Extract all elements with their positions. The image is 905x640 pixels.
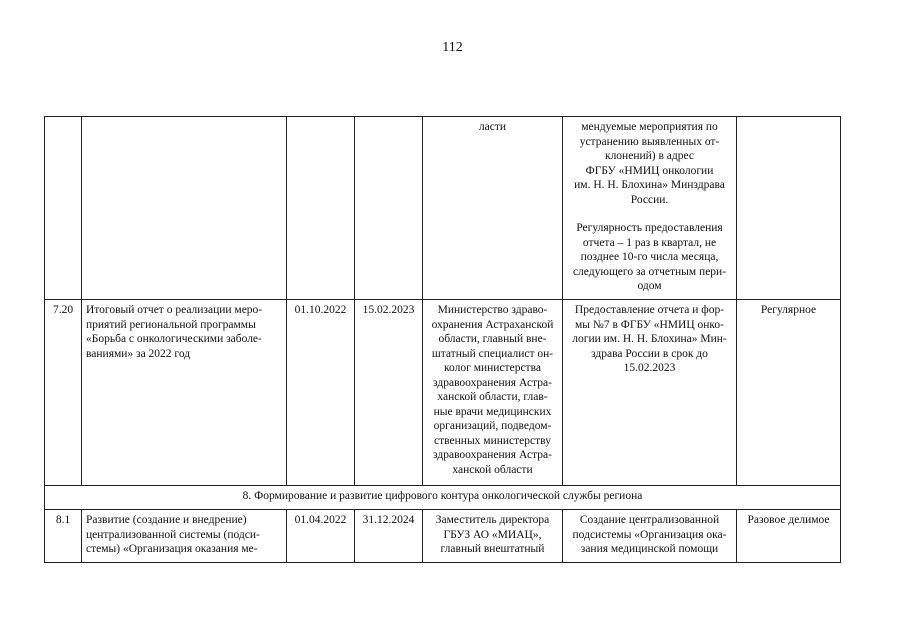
result-line: зания медицинской помощи	[580, 543, 719, 555]
cell-name	[82, 117, 287, 300]
executor-line: области, главный вне-	[438, 333, 547, 345]
cell-num: 8.1	[45, 510, 82, 563]
cell-executor	[423, 510, 563, 563]
name-line: стемы) «Организация оказания ме-	[86, 543, 258, 555]
executor-line: Заместитель директора	[435, 514, 550, 526]
table-row-7-20	[45, 300, 841, 486]
cell-type	[737, 117, 841, 300]
regularity-line: Регулярность предоставления	[576, 222, 723, 234]
executor-line: организаций, подведом-	[433, 420, 552, 432]
result-line: 15.02.2023	[623, 362, 676, 374]
name-line: централизованной системы (подси-	[86, 528, 260, 541]
cell-executor	[423, 117, 563, 300]
table-row-8-1	[45, 510, 841, 563]
result-line: им. Н. Н. Блохина» Минздрава	[574, 179, 725, 191]
activities-table	[44, 116, 841, 563]
name-line: приятий региональной программы	[86, 318, 256, 331]
result-line: Создание централизованной	[579, 514, 720, 526]
cell-end-date: 15.02.2023	[355, 300, 423, 486]
executor-line: охранения Астраханской	[431, 318, 554, 331]
result-line: мы №7 в ФГБУ «НМИЦ онко-	[575, 318, 724, 331]
executor-line: ГБУЗ АО «МИАЦ»,	[443, 528, 542, 541]
name-line: Итоговый отчет о реализации меро-	[86, 304, 263, 316]
name-line: ваниями» за 2022 год	[86, 347, 191, 360]
executor-line: здравоохранения Астра-	[433, 376, 552, 389]
section-header-row	[45, 486, 841, 510]
executor-line: Министерство здраво-	[437, 304, 548, 316]
cell-start-date: 01.04.2022	[287, 510, 355, 563]
cell-result	[563, 117, 737, 300]
regularity-line: одом	[637, 280, 662, 292]
result-line: Предоставление отчета и фор-	[574, 304, 725, 316]
result-line: России.	[630, 193, 669, 206]
table-row-continuation	[45, 117, 841, 300]
page-number: 112	[442, 40, 463, 55]
result-line: логии им. Н. Н. Блохина» Мин-	[572, 333, 727, 345]
executor-line: ханской области	[452, 463, 533, 476]
cell-result	[563, 510, 737, 563]
cell-end	[355, 117, 423, 300]
executor-line: ные врачи медицинских	[433, 405, 552, 418]
executor-text: ласти	[478, 121, 507, 133]
result-line: устранению выявленных от-	[579, 135, 720, 148]
result-line: клонений) в адрес	[604, 150, 694, 162]
result-line: ФГБУ «НМИЦ онкологии	[585, 164, 714, 177]
regularity-line: следующего за отчетным пери-	[572, 265, 727, 278]
cell-num: 7.20	[45, 300, 82, 486]
executor-line: ственных министерству	[434, 434, 551, 447]
section-title: 8. Формирование и развитие цифрового контура онкологической службы региона	[45, 486, 841, 510]
name-line: «Борьба с онкологическими заболе-	[86, 333, 262, 345]
cell-name	[82, 510, 287, 563]
cell-start	[287, 117, 355, 300]
executor-line: здравоохранения Астра-	[433, 449, 552, 461]
executor-line: колог министерства	[444, 362, 541, 374]
name-line: Развитие (создание и внедрение)	[86, 514, 247, 526]
cell-num	[45, 117, 82, 300]
cell-start-date: 01.10.2022	[287, 300, 355, 486]
cell-end-date: 31.12.2024	[355, 510, 423, 563]
cell-executor	[423, 300, 563, 486]
regularity-line: позднее 10-го числа месяца,	[580, 251, 719, 263]
executor-line: главный внештатный	[440, 543, 545, 555]
result-line: подсистемы «Организация ока-	[572, 528, 727, 541]
executor-line: ханской области, глав-	[437, 391, 548, 403]
result-line: здрава России в срок до	[591, 347, 708, 360]
cell-result	[563, 300, 737, 486]
regularity-line: отчета – 1 раз в квартал, не	[582, 236, 717, 249]
cell-type: Регулярное	[737, 300, 841, 486]
executor-line: штатный специалист он-	[431, 347, 554, 360]
cell-type: Разовое делимое	[737, 510, 841, 563]
result-line: мендуемые мероприятия по	[581, 121, 718, 133]
cell-name	[82, 300, 287, 486]
